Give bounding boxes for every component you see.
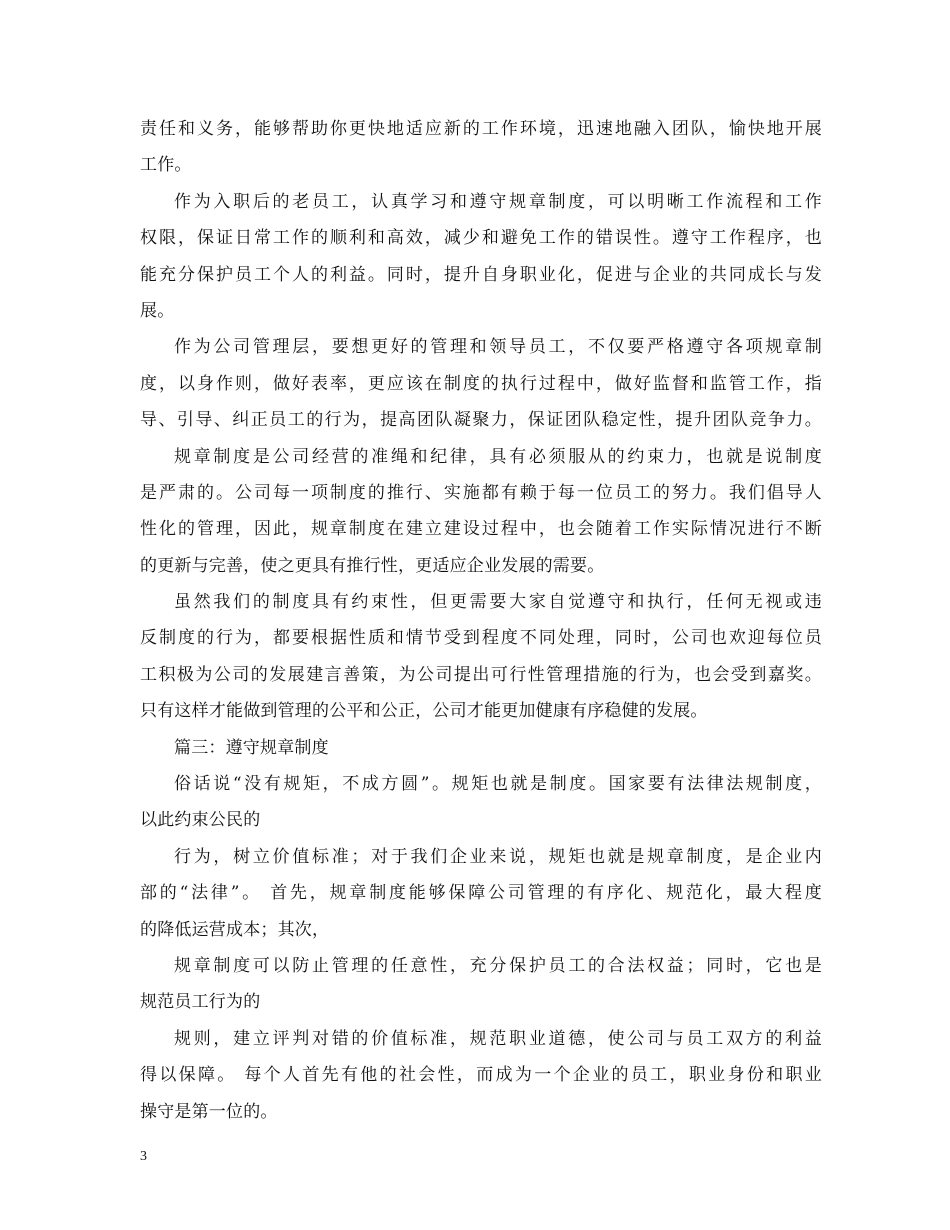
text-line: 责任和义务，能够帮助你更快地适应新的工作环境，迅速地融入团队，愉快地开展: [140, 119, 822, 139]
text-line: 展。: [140, 300, 175, 321]
text-line: 虽然我们的制度具有约束性，但更需要大家自觉遵守和执行，任何无视或违: [174, 592, 822, 613]
text-line: 行为，树立价值标准；对于我们企业来说，规矩也就是规章制度，是企业内: [174, 846, 822, 867]
text-line: 导、引导、纠正员工的行为，提高团队凝聚力，保证团队稳定性，提升团队竞争力。: [140, 410, 822, 431]
text-line: 权限，保证日常工作的顺利和高效，减少和避免工作的错误性。遵守工作程序，也: [140, 228, 822, 249]
text-line: 操守是第一位的。: [140, 1101, 278, 1122]
page-number: 3: [140, 1149, 147, 1164]
text-line: 度，以身作则，做好表率，更应该在制度的执行过程中，做好监督和监管工作，指: [140, 373, 822, 394]
text-line: 作为公司管理层，要想更好的管理和领导员工，不仅要严格遵守各项规章制: [174, 337, 822, 358]
text-line: 俗话说“没有规矩，不成方圆”。规矩也就是制度。国家要有法律法规制度，: [174, 774, 822, 795]
text-line: 以此约束公民的: [140, 810, 261, 831]
text-line: 只有这样才能做到管理的公平和公正，公司才能更加健康有序稳健的发展。: [140, 701, 708, 722]
text-line: 作为入职后的老员工，认真学习和遵守规章制度，可以明晰工作流程和工作: [174, 191, 822, 212]
text-line: 规范员工行为的: [140, 992, 261, 1013]
text-line: 的更新与完善，使之更具有推行性，更适应企业发展的需要。: [140, 555, 605, 576]
text-line: 的降低运营成本；其次，: [140, 919, 330, 940]
text-line: 部的“法律”。 首先，规章制度能够保障公司管理的有序化、规范化，最大程度: [140, 883, 822, 904]
text-line: 规则，建立评判对错的价值标准，规范职业道德，使公司与员工双方的利益: [174, 1028, 822, 1049]
text-line: 性化的管理，因此，规章制度在建立建设过程中，也会随着工作实际情况进行不断: [140, 519, 822, 540]
document-body: [140, 111, 822, 1130]
text-line: 篇三：遵守规章制度: [174, 737, 329, 758]
text-line: 规章制度是公司经营的准绳和纪律，具有必须服从的约束力，也就是说制度: [174, 446, 822, 467]
text-line: 能充分保护员工个人的利益。同时，提升自身职业化，促进与企业的共同成长与发: [140, 264, 822, 285]
text-line: 得以保障。 每个人首先有他的社会性，而成为一个企业的员工，职业身份和职业: [140, 1065, 822, 1086]
text-line: 规章制度可以防止管理的任意性，充分保护员工的合法权益；同时，它也是: [174, 955, 822, 976]
text-line: 是严肃的。公司每一项制度的推行、实施都有赖于每一位员工的努力。我们倡导人: [140, 482, 822, 503]
text-line: 工作。: [140, 155, 192, 176]
text-line: 反制度的行为，都要根据性质和情节受到程度不同处理，同时，公司也欢迎每位员: [140, 628, 822, 649]
text-line: 工积极为公司的发展建言善策，为公司提出可行性管理措施的行为，也会受到嘉奖。: [140, 664, 822, 685]
